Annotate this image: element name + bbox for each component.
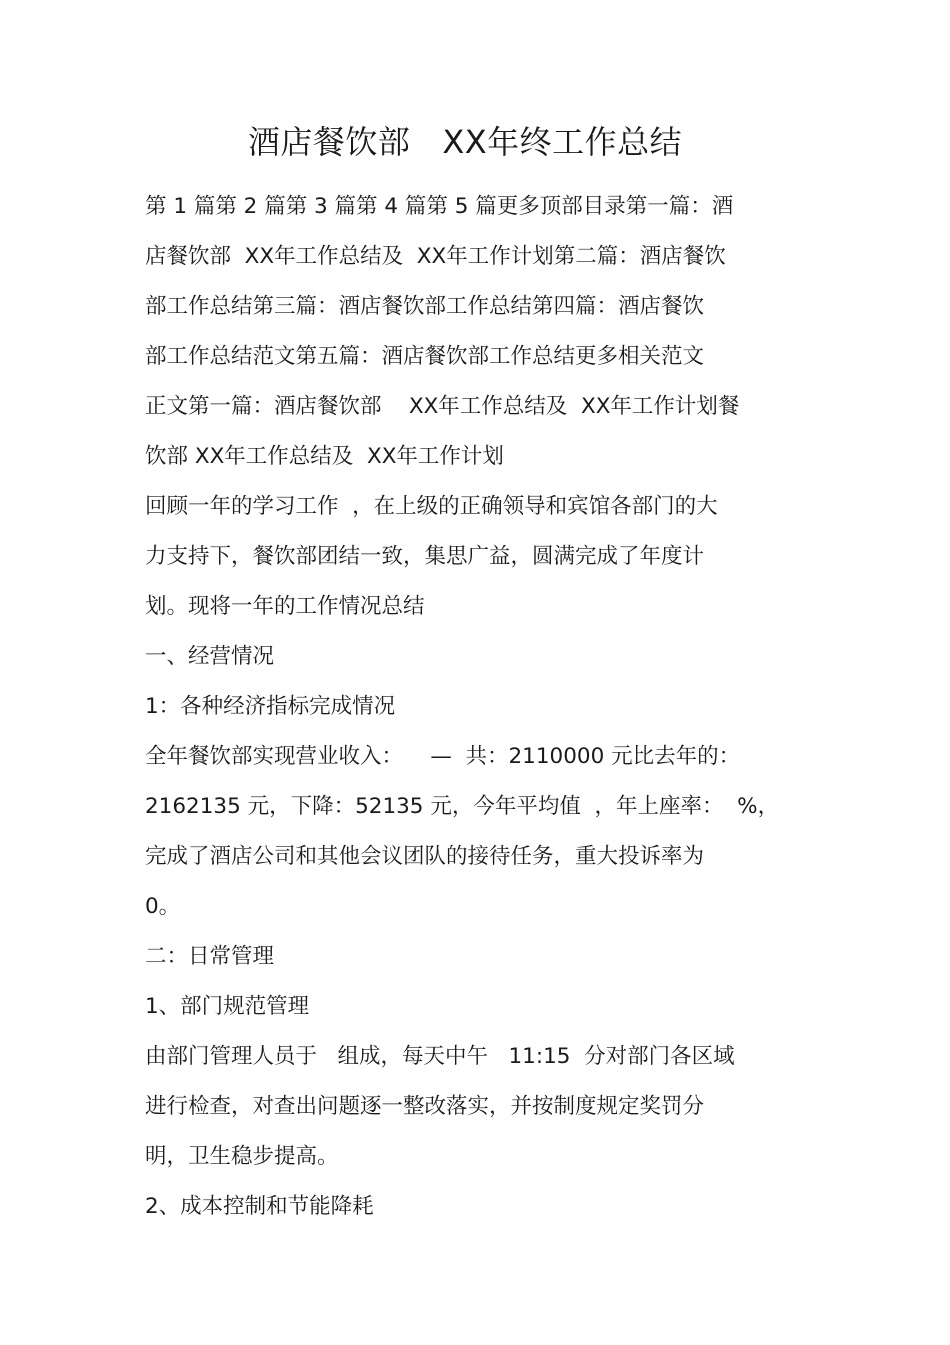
document-title: 酒店餐饮部 XX年终工作总结 — [247, 123, 683, 161]
subsection-heading: 1、部门规范管理 — [145, 994, 310, 1019]
body-line: 部工作总结第三篇：酒店餐饮部工作总结第四篇：酒店餐饮 — [145, 294, 705, 319]
section-heading: 二：日常管理 — [145, 944, 275, 969]
body-line: 力支持下，餐饮部团结一致，集思广益，圆满完成了年度计 — [145, 544, 705, 569]
subsection-heading: 2、成本控制和节能降耗 — [145, 1194, 374, 1219]
body-line: 完成了酒店公司和其他会议团队的接待任务，重大投诉率为 — [145, 844, 705, 869]
body-line: 部工作总结范文第五篇：酒店餐饮部工作总结更多相关范文 — [145, 344, 705, 369]
body-line: 划。现将一年的工作情况总结 — [145, 594, 425, 619]
body-line: 由部门管理人员于 组成，每天中午 11:15 分对部门各区域 — [145, 1044, 735, 1069]
body-line: 明，卫生稳步提高。 — [145, 1144, 339, 1169]
body-line: 0。 — [145, 894, 181, 919]
body-line: 进行检查，对查出问题逐一整改落实，并按制度规定奖罚分 — [145, 1094, 705, 1119]
body-line: 全年餐饮部实现营业收入： — 共：2110000 元比去年的： — [145, 744, 741, 769]
body-line: 正文第一篇：酒店餐饮部 XX年工作总结及 XX年工作计划餐 — [145, 394, 740, 419]
document-body — [145, 184, 825, 1234]
subsection-heading: 1：各种经济指标完成情况 — [145, 694, 396, 719]
body-line: 饮部 XX年工作总结及 XX年工作计划 — [145, 444, 504, 469]
section-heading: 一、经营情况 — [145, 644, 275, 669]
body-line: 2162135 元，下降：52135 元，今年平均值 ，年上座率： %， — [145, 794, 780, 819]
body-line: 第 1 篇第 2 篇第 3 篇第 4 篇第 5 篇更多顶部目录第一篇：酒 — [145, 194, 734, 219]
body-line: 回顾一年的学习工作 ，在上级的正确领导和宾馆各部门的大 — [145, 494, 718, 519]
body-line: 店餐饮部 XX年工作总结及 XX年工作计划第二篇：酒店餐饮 — [145, 244, 726, 269]
